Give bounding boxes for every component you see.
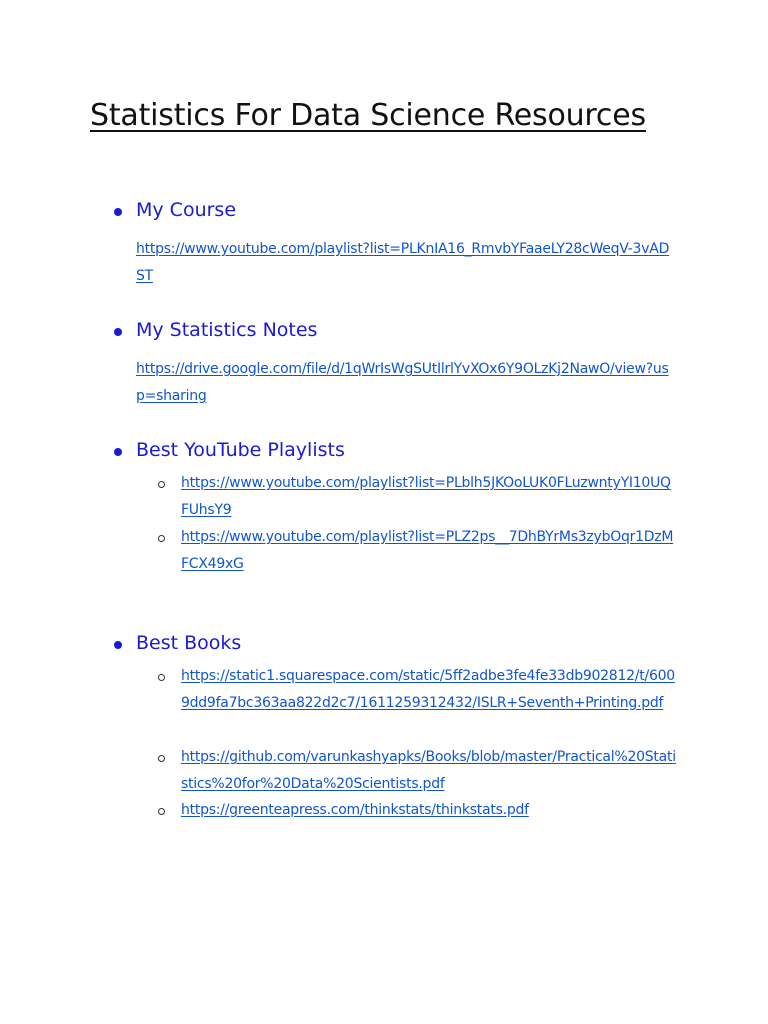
link-book-islr[interactable]: https://static1.squarespace.com/static/5ff2adbe3fe4fe33db902812/t/6009dd9fa7bc363aa822d2c7/1611259312432/ISLR+Seventh+Printing.pdf [181,668,675,711]
section-heading-youtube-playlists: Best YouTube Playlists [136,439,345,461]
sub-bullet-icon [158,535,165,542]
bullet-icon [114,208,122,216]
sub-bullet-icon [158,808,165,815]
link-book-practical-statistics[interactable]: https://github.com/varunkashyapks/Books/blob/master/Practical%20Statistics%20for%20Data%20Scientists.pdf [181,749,676,792]
bullet-icon [114,641,122,649]
link-playlist-1[interactable]: https://www.youtube.com/playlist?list=PLblh5JKOoLUK0FLuzwntyYI10UQFUhsY9 [181,475,671,518]
page-title: Statistics For Data Science Resources [90,98,646,133]
bullet-icon [114,448,122,456]
link-statistics-notes[interactable]: https://drive.google.com/file/d/1qWrIsWgSUtIlrlYvXOx6Y9OLzKj2NawO/view?usp=sharing [136,361,669,404]
link-my-course[interactable]: https://www.youtube.com/playlist?list=PLKnIA16_RmvbYFaaeLY28cWeqV-3vADST [136,241,670,284]
sub-bullet-icon [158,755,165,762]
sub-bullet-icon [158,674,165,681]
section-heading-statistics-notes: My Statistics Notes [136,319,318,341]
section-heading-best-books: Best Books [136,632,242,654]
bullet-icon [114,328,122,336]
sub-bullet-icon [158,481,165,488]
section-heading-my-course: My Course [136,199,237,221]
link-playlist-2[interactable]: https://www.youtube.com/playlist?list=PLZ2ps__7DhBYrMs3zybOqr1DzMFCX49xG [181,529,674,572]
link-book-thinkstats[interactable]: https://greenteapress.com/thinkstats/thinkstats.pdf [181,802,529,818]
